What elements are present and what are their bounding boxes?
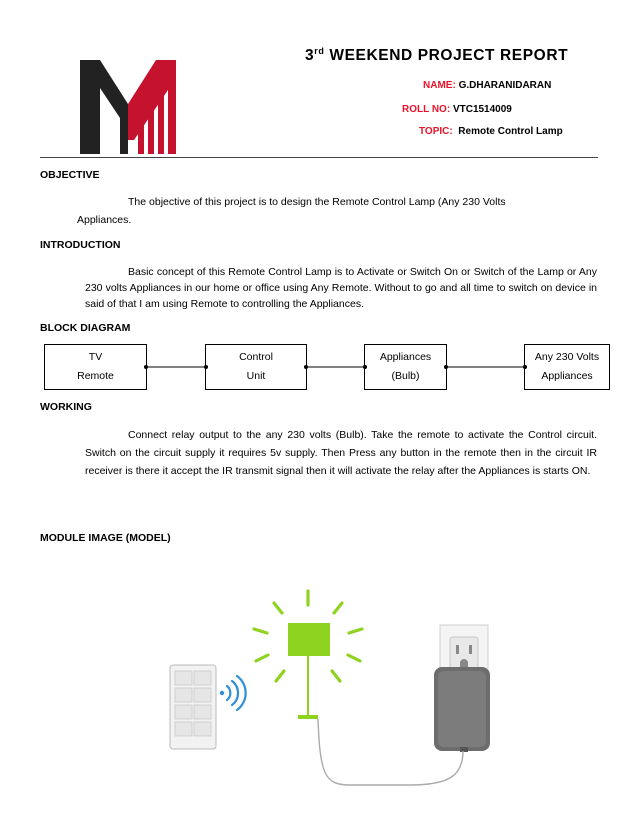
header-divider xyxy=(40,157,598,158)
report-title: 3rd WEEKEND PROJECT REPORT xyxy=(305,46,569,65)
block-appliances-bulb: Appliances (Bulb) xyxy=(364,344,447,390)
roll-row: ROLL NO: VTC1514009 xyxy=(402,104,512,115)
introduction-heading: INTRODUCTION xyxy=(40,239,121,251)
block-230v-appliances: Any 230 Volts Appliances xyxy=(524,344,610,390)
name-row: NAME: G.DHARANIDARAN xyxy=(423,80,552,91)
introduction-text: Basic concept of this Remote Control Lamp is to Activate or Switch On or Switch of the Lamp or Any 230 volts Appliances in our home or office using Any Remote. Without to go and all time to switch on device in said of that I am using Remote to controlling the Appliances. xyxy=(85,266,597,310)
block-control-unit: Control Unit xyxy=(205,344,307,390)
outlet-receiver-icon xyxy=(318,625,490,785)
objective-text-line1: The objective of this project is to design the Remote Control Lamp (Any 230 Volts xyxy=(128,196,506,208)
working-text: Connect relay output to the any 230 volts (Bulb). Take the remote to activate the Control circuit. Switch on the circuit supply it requires 5v supply. Then Press any button in the remote then in the circuit IR receiver is there it accept the IR transmit signal then it will activate the relay after the Appliances is starts ON. xyxy=(85,429,597,477)
module-illustration xyxy=(150,585,500,815)
logo-m-icon xyxy=(80,60,176,154)
objective-text-line2: Appliances. xyxy=(77,214,132,226)
block-tv-remote: TV Remote xyxy=(44,344,147,390)
module-image-heading: MODULE IMAGE (MODEL) xyxy=(40,532,171,544)
topic-row: TOPIC: Remote Control Lamp xyxy=(419,126,563,137)
remote-icon xyxy=(170,665,216,749)
signal-icon xyxy=(220,676,246,710)
lamp-icon xyxy=(254,591,362,719)
block-diagram-heading: BLOCK DIAGRAM xyxy=(40,322,131,334)
objective-heading: OBJECTIVE xyxy=(40,169,100,181)
working-heading: WORKING xyxy=(40,401,92,413)
